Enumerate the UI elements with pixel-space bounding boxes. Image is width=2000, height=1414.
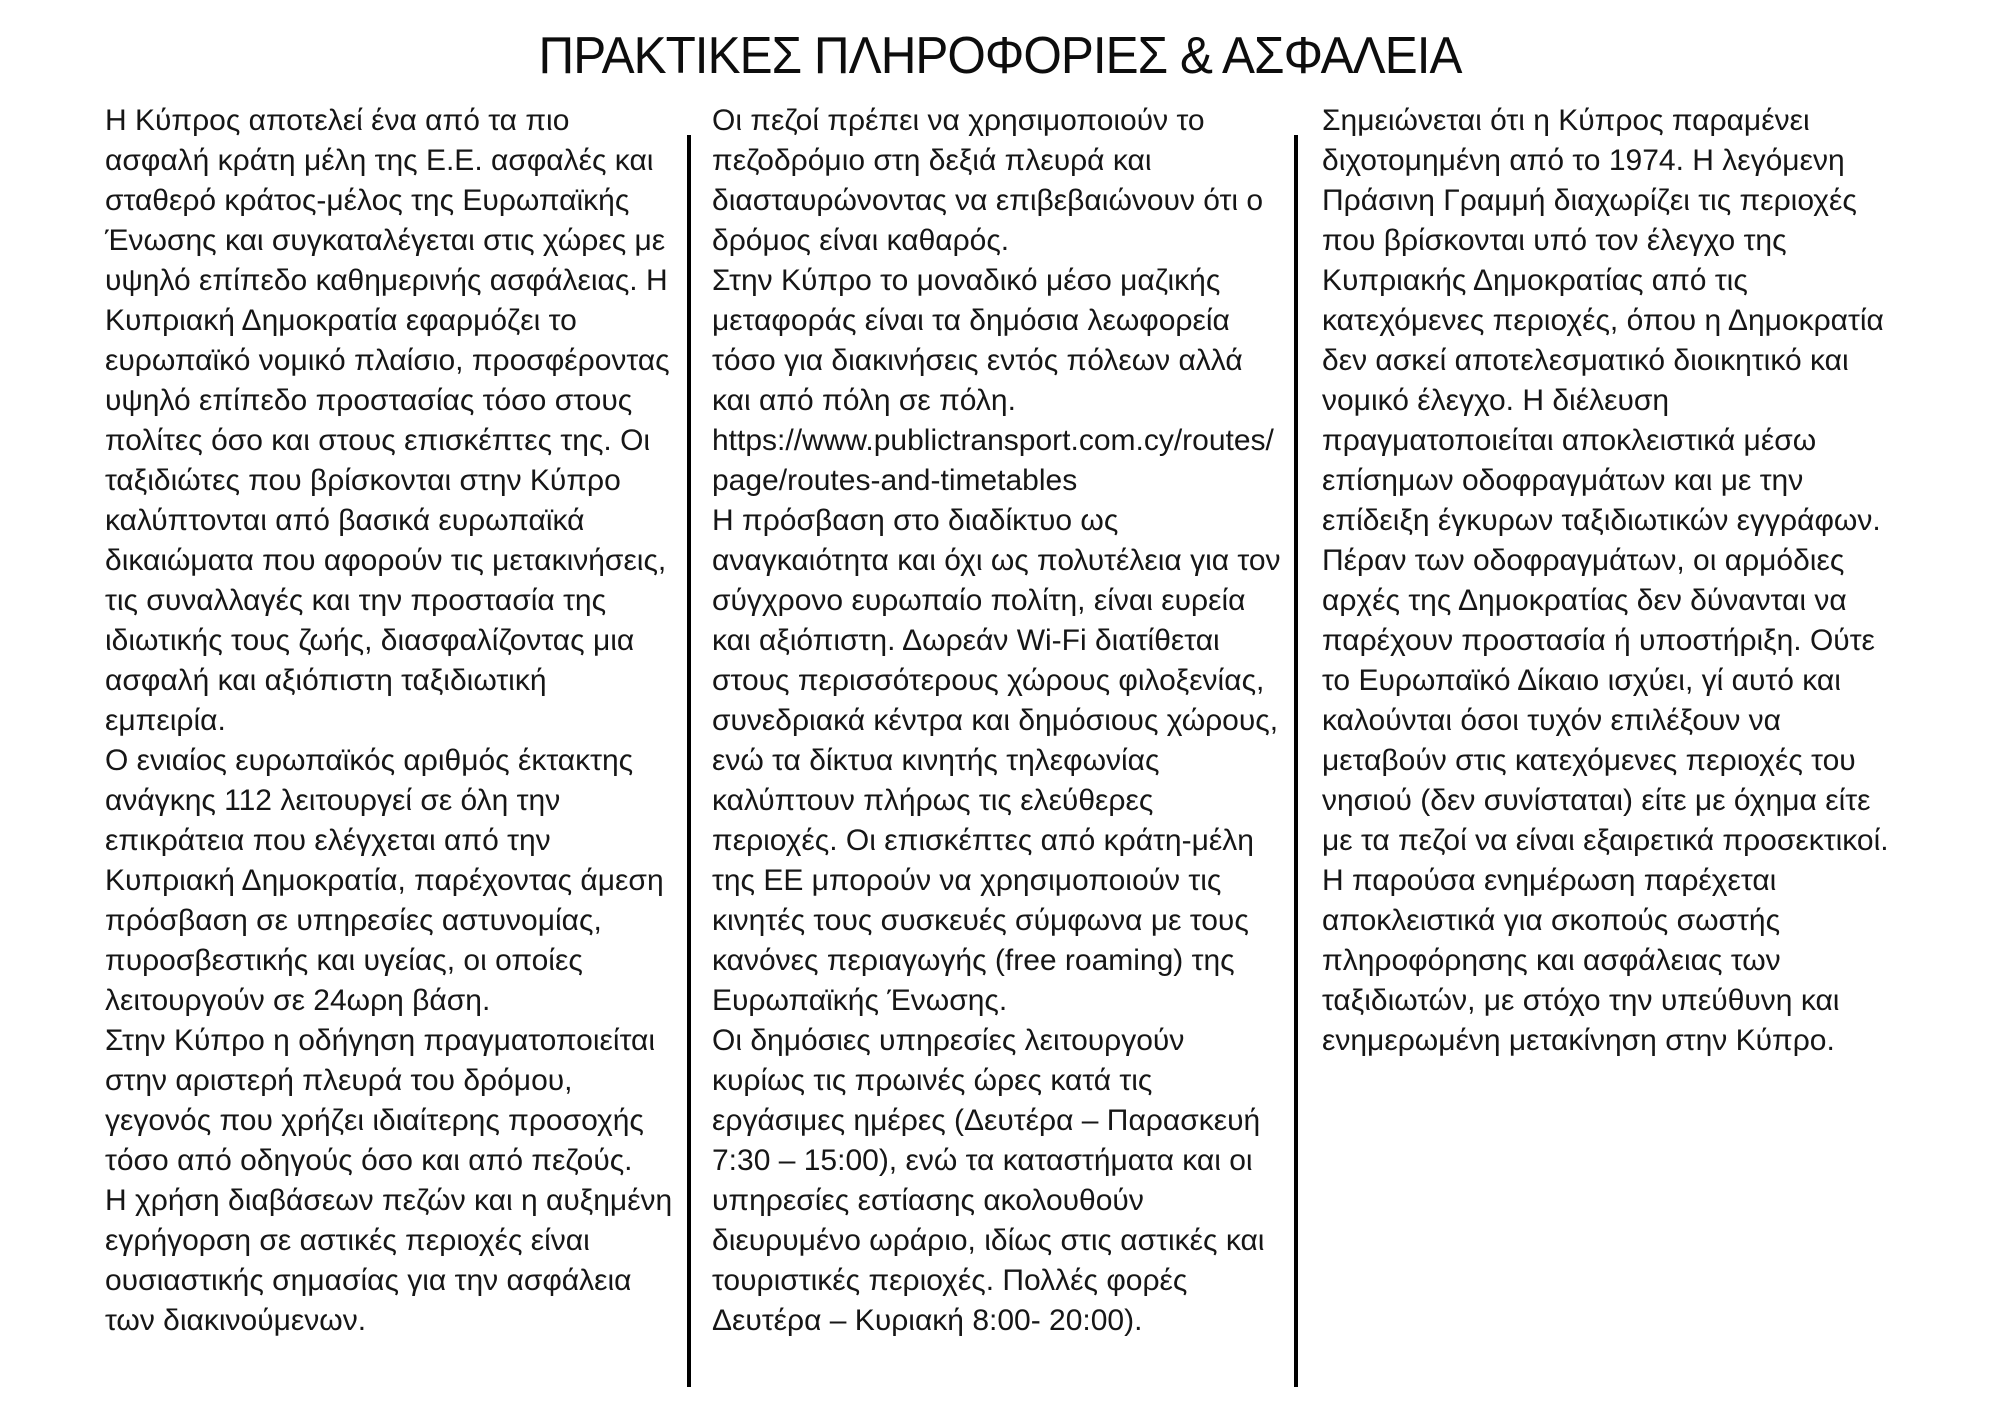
paragraph-pedestrian-rules: Οι πεζοί πρέπει να χρησιμοποιούν το πεζοδρόμιο στη δεξιά πλευρά και διασταυρώνοντας να επιβεβαιώνουν ότι ο δρόμος είναι καθαρός. (712, 104, 1264, 257)
paragraph-safety-intro: Η Κύπρος αποτελεί ένα από τα πιο ασφαλή κράτη μέλη της Ε.Ε. ασφαλές και σταθερό κράτος-μέλος της Ευρωπαϊκής Ένωσης και συγκαταλέγεται στις χώρες με υψηλό επίπεδο καθημερινής ασφάλειας. Η Κυπριακή Δημοκρατία εφαρμόζει το ευρωπαϊκό νομικό πλαίσιο, προσφέροντας υψηλό επίπεδο προστασίας τόσο στους πολίτες όσο και στους επισκέπτες της. Οι ταξιδιώτες που βρίσκονται στην Κύπρο καλύπτονται από βασικά ευρωπαϊκά δικαιώματα που αφορούν τις μετακινήσεις, τις συναλλαγές και την προστασία της ιδιωτικής τους ζωής, διασφαλίζοντας μια ασφαλή και αξιόπιστη ταξιδιωτική εμπειρία. (105, 104, 670, 737)
page-title: ΠΡΑΚΤΙΚΕΣ ΠΛΗΡΟΦΟΡΙΕΣ & ΑΣΦΑΛΕΙΑ (538, 27, 1462, 85)
paragraph-public-transport: Στην Κύπρο το μοναδικό μέσο μαζικής μεταφοράς είναι τα δημόσια λεωφορεία τόσο για διακινήσεις εντός πόλεων αλλά και από πόλη σε πόλη. (712, 264, 1243, 417)
column-transport-connectivity (712, 101, 1282, 1341)
paragraph-emergency-112: Ο ενιαίος ευρωπαϊκός αριθμός έκτακτης ανάγκης 112 λειτουργεί σε όλη την επικράτεια που ελέγχεται από την Κυπριακή Δημοκρατία, παρέχοντας άμεση πρόσβαση σε υπηρεσίες αστυνομίας, πυροσβεστικής και υγείας, οι οποίες λειτουργούν σε 24ωρη βάση. (105, 744, 664, 1017)
column-safety-overview (105, 101, 673, 1341)
paragraph-internet-roaming: Η πρόσβαση στο διαδίκτυο ως αναγκαιότητα και όχι ως πολυτέλεια για τον σύγχρονο ευρωπαίο πολίτη, είναι ευρεία και αξιόπιστη. Δωρεάν Wi-Fi διατίθεται στους περισσότερους χώρους φιλοξενίας, συνεδριακά κέντρα και δημόσιους χώρους, ενώ τα δίκτυα κινητής τηλεφωνίας καλύπτουν πλήρως τις ελεύθερες περιοχές. Οι επισκέπτες από κράτη-μέλη της ΕΕ μπορούν να χρησιμοποιούν τις κινητές τους συσκευές σύμφωνα με τους κανόνες περιαγωγής (free roaming) της Ευρωπαϊκής Ένωσης. (712, 504, 1281, 1017)
paragraph-opening-hours: Οι δημόσιες υπηρεσίες λειτουργούν κυρίως τις πρωινές ώρες κατά τις εργάσιμες ημέρες (Δευτέρα – Παρασκευή 7:30 – 15:00), ενώ τα καταστήματα και οι υπηρεσίες εστίασης ακολουθούν διευρυμένο ωράριο, ιδίως στις αστικές και τουριστικές περιοχές. Πολλές φορές Δευτέρα – Κυριακή 8:00- 20:00). (712, 1024, 1265, 1337)
transport-url-text: https://www.publictransport.com.cy/routes/page/routes-and-timetables (712, 424, 1274, 497)
column-divider-right (1294, 135, 1298, 1387)
paragraph-disclaimer: Η παρούσα ενημέρωση παρέχεται αποκλειστικά για σκοπούς σωστής πληροφόρησης και ασφάλειας των ταξιδιωτών, με στόχο την υπεύθυνη και ενημερωμένη μετακίνηση στην Κύπρο. (1322, 864, 1840, 1057)
paragraph-green-line: Σημειώνεται ότι η Κύπρος παραμένει διχοτομημένη από το 1974. Η λεγόμενη Πράσινη Γραμμή διαχωρίζει τις περιοχές που βρίσκονται υπό τον έλεγχο της Κυπριακής Δημοκρατίας από τις κατεχόμενες περιοχές, όπου η Δημοκρατία δεν ασκεί αποτελεσματικό διοικητικό και νομικό έλεγχο. Η διέλευση πραγματοποιείται αποκλειστικά μέσω επίσημων οδοφραγμάτων και με την επίδειξη έγκυρων ταξιδιωτικών εγγράφων. Πέραν των οδοφραγμάτων, οι αρμόδιες αρχές της Δημοκρατίας δεν δύνανται να παρέχουν προστασία ή υποστήριξη. Ούτε το Ευρωπαϊκό Δίκαιο ισχύει, γί αυτό και καλούνται όσοι τυχόν επιλέξουν να μεταβούν στις κατεχόμενες περιοχές του νησιού (δεν συνίσταται) είτε με όχημα είτε με τα πεζοί να είναι εξαιρετικά προσεκτικοί. (1322, 104, 1889, 857)
paragraph-pedestrian-crossings: Η χρήση διαβάσεων πεζών και η αυξημένη εγρήγορση σε αστικές περιοχές είναι ουσιαστικής σημασίας για την ασφάλεια των διακινούμενων. (105, 1184, 673, 1337)
column-divider-left (687, 135, 691, 1387)
column-green-line-notice (1322, 101, 1894, 1061)
paragraph-driving-side: Στην Κύπρο η οδήγηση πραγματοποιείται στην αριστερή πλευρά του δρόμου, γεγονός που χρήζει ιδιαίτερης προσοχής τόσο από οδηγούς όσο και από πεζούς. (105, 1024, 656, 1177)
